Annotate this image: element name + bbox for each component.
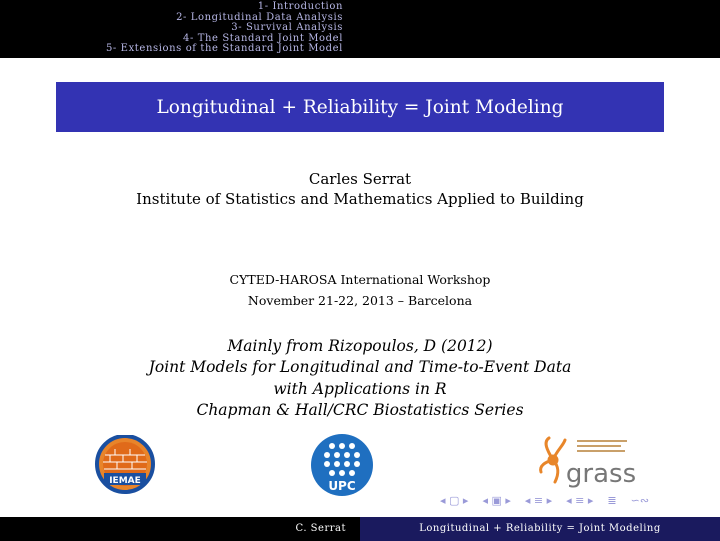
nav-section-icon[interactable]: ◂ ≡ ▸ [524,494,553,507]
author-institute: Institute of Statistics and Mathematics Applied to Building [136,190,584,208]
reference-line-1: Mainly from Rizopoulos, D (2012) [227,337,493,355]
event-name: CYTED-HAROSA International Workshop [229,272,491,287]
beamer-navigation-symbols [440,494,649,507]
nav-align-icon[interactable]: ≣ [607,494,617,507]
grass-logo-text: grass [565,459,637,489]
nav-section-longitudinal[interactable]: 2- Longitudinal Data Analysis [176,11,343,23]
nav-frame-icon[interactable]: ◂ ▢ ▸ [440,494,469,507]
reference-line-3: with Applications in R [273,380,447,398]
title-box [56,82,664,132]
section-navigation [0,0,361,58]
slide-title: Longitudinal + Reliability = Joint Modeling [156,96,564,118]
nav-subsection-icon[interactable]: ◂ ▣ ▸ [482,494,511,507]
iemae-logo-text: IEMAE [109,476,141,486]
grass-flower-icon [541,438,565,482]
footer-bar [0,517,720,541]
upc-logo [310,433,374,497]
nav-search-icon[interactable]: ∽∾ [630,494,650,507]
nav-section-standard-joint-model[interactable]: 4- The Standard Joint Model [183,32,343,44]
footer-author: C. Serrat [0,517,360,541]
event-date: November 21-22, 2013 – Barcelona [247,293,473,308]
iemae-logo [90,435,160,495]
author-name: Carles Serrat [308,170,412,188]
upc-logo-text: UPC [328,479,356,493]
reference-line-4: Chapman & Hall/CRC Biostatistics Series [196,401,524,419]
nav-document-icon[interactable]: ◂ ≡ ▸ [566,494,594,507]
reference-line-2: Joint Models for Longitudinal and Time-to-Event Data [148,358,572,376]
nav-section-introduction[interactable]: 1- Introduction [257,1,343,12]
nav-section-survival[interactable]: 3- Survival Analysis [231,22,343,34]
nav-section-extensions[interactable]: 5- Extensions of the Standard Joint Model [105,43,343,55]
grass-logo [535,432,645,492]
footer-title: Longitudinal + Reliability = Joint Modeling [360,517,720,541]
